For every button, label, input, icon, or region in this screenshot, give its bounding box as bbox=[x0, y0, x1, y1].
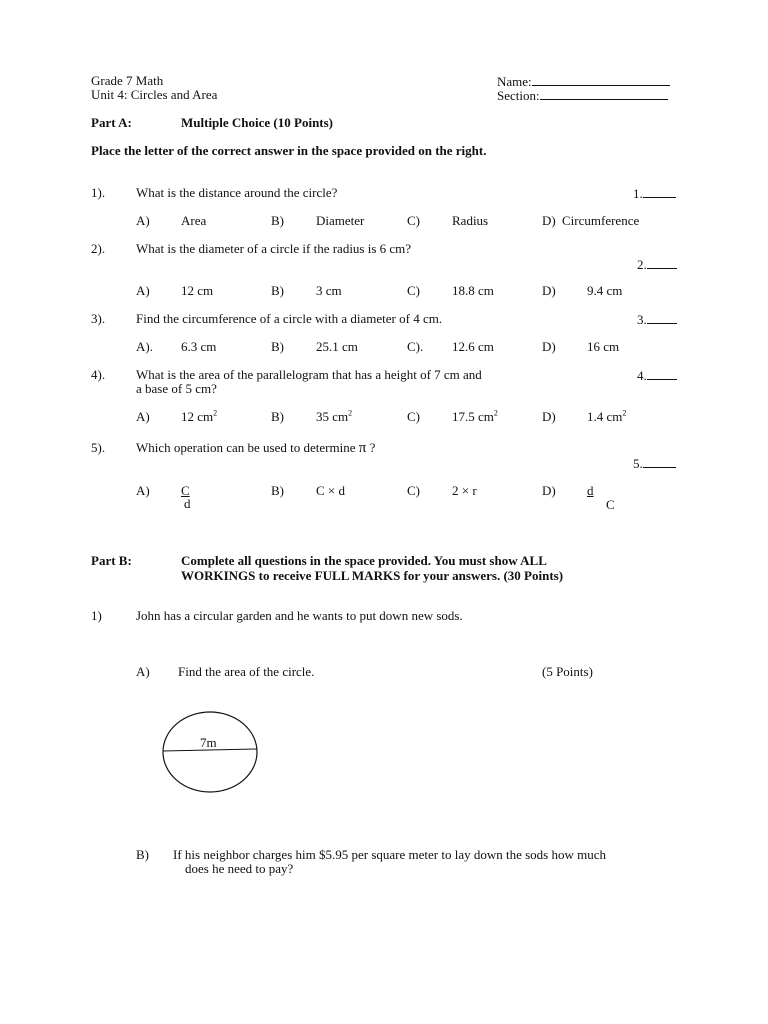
option-letter: D) bbox=[542, 339, 556, 354]
question-text: Which operation can be used to determine π ? bbox=[136, 440, 376, 456]
answer-line[interactable] bbox=[647, 368, 677, 380]
circle-outline bbox=[163, 712, 257, 792]
option-letter: D) bbox=[542, 483, 556, 498]
superscript: 2 bbox=[348, 408, 353, 418]
option-letter: C) bbox=[407, 283, 420, 298]
option-letter: B) bbox=[271, 283, 284, 298]
pi-symbol: π bbox=[358, 440, 367, 456]
option-text: 3 cm bbox=[316, 283, 342, 298]
part-b-label: Part B: bbox=[91, 553, 132, 568]
fraction-numerator: d bbox=[587, 483, 594, 498]
question-text-line1: What is the area of the parallelogram that has a height of 7 cm and bbox=[136, 367, 482, 382]
fraction-denominator: C bbox=[606, 497, 615, 512]
answer-blank-5[interactable] bbox=[633, 456, 676, 471]
name-label: Name: bbox=[497, 74, 532, 89]
answer-label: 5. bbox=[633, 456, 643, 471]
answer-line[interactable] bbox=[643, 186, 676, 198]
part-a-instructions: Place the letter of the correct answer in the space provided on the right. bbox=[91, 143, 487, 158]
option-text: Radius bbox=[452, 213, 489, 228]
superscript: 2 bbox=[213, 408, 218, 418]
answer-label: 4. bbox=[637, 368, 647, 383]
option-letter: D) bbox=[542, 283, 556, 298]
option-text: 9.4 cm bbox=[587, 283, 623, 298]
option-letter: A) bbox=[136, 283, 150, 298]
option-letter: A). bbox=[136, 339, 153, 354]
answer-line[interactable] bbox=[647, 257, 677, 269]
unit-title: Unit 4: Circles and Area bbox=[91, 87, 218, 102]
option-text: 35 $cm^2$ bbox=[316, 408, 353, 424]
question-text: Find the circumference of a circle with a diameter of 4 cm. bbox=[136, 311, 443, 326]
section-field[interactable] bbox=[497, 88, 668, 103]
option-text: 12.6 cm bbox=[452, 339, 494, 354]
answer-blank-3[interactable] bbox=[637, 312, 677, 327]
option-text: 2 × r bbox=[452, 483, 477, 498]
option-text: Diameter bbox=[316, 213, 365, 228]
answer-label: 1. bbox=[633, 186, 643, 201]
option-text: 16 cm bbox=[587, 339, 620, 354]
option-letter: A) bbox=[136, 213, 150, 228]
diameter-label: 7m bbox=[200, 735, 217, 750]
option-letter: B) bbox=[271, 213, 284, 228]
option-text: Circumference bbox=[562, 213, 640, 228]
fraction-numerator: C bbox=[181, 483, 190, 498]
part-a-label: Part A: bbox=[91, 115, 132, 130]
answer-label: 3. bbox=[637, 312, 647, 327]
name-field[interactable] bbox=[497, 74, 670, 89]
subquestion-text-line2: does he need to pay? bbox=[185, 861, 294, 876]
answer-blank-2[interactable] bbox=[637, 257, 677, 272]
option-letter: A) bbox=[136, 409, 150, 424]
points-label: (5 Points) bbox=[542, 664, 593, 679]
circle-diagram bbox=[158, 707, 264, 797]
subquestion-letter: B) bbox=[136, 847, 149, 862]
question-number: 3). bbox=[91, 311, 106, 326]
option-letter: C) bbox=[407, 213, 420, 228]
name-blank[interactable] bbox=[532, 74, 670, 86]
part-b-instructions-line2: WORKINGS to receive FULL MARKS for your answers. (30 Points) bbox=[181, 568, 564, 583]
option-text: 12 $cm^2$ bbox=[181, 408, 218, 424]
option-letter: D) bbox=[542, 213, 556, 228]
part-b-instructions-line1: Complete all questions in the space provided. You must show ALL bbox=[181, 553, 547, 568]
question-number: 4). bbox=[91, 367, 106, 382]
question-text: John has a circular garden and he wants to put down new sods. bbox=[136, 608, 463, 623]
section-blank[interactable] bbox=[540, 88, 668, 100]
option-letter: C). bbox=[407, 339, 424, 354]
option-text: 17.5 $cm^2$ bbox=[452, 408, 498, 424]
option-letter: B) bbox=[271, 339, 284, 354]
subquestion-text: Find the area of the circle. bbox=[178, 664, 315, 679]
section-label: Section: bbox=[497, 88, 540, 103]
option-text: 1.4 $cm^2$ bbox=[587, 408, 627, 424]
subquestion-text-line1: If his neighbor charges him $5.95 per square meter to lay down the sods how much bbox=[173, 847, 606, 862]
answer-line[interactable] bbox=[647, 312, 677, 324]
course-title: Grade 7 Math bbox=[91, 73, 164, 88]
option-letter: C) bbox=[407, 409, 420, 424]
part-a-title: Multiple Choice (10 Points) bbox=[181, 115, 334, 130]
option-text: C × d bbox=[316, 483, 346, 498]
fraction-denominator: d bbox=[184, 496, 191, 511]
question-text-line2: a base of 5 cm? bbox=[136, 381, 217, 396]
option-text: Area bbox=[181, 213, 207, 228]
option-text: 25.1 cm bbox=[316, 339, 358, 354]
option-text: 12 cm bbox=[181, 283, 214, 298]
question-text: What is the distance around the circle? bbox=[136, 185, 338, 200]
answer-blank-1[interactable] bbox=[633, 186, 676, 201]
question-number: 1) bbox=[91, 608, 102, 623]
answer-line[interactable] bbox=[643, 456, 676, 468]
option-letter: B) bbox=[271, 409, 284, 424]
option-letter: D) bbox=[542, 409, 556, 424]
superscript: 2 bbox=[493, 408, 498, 418]
option-letter: C) bbox=[407, 483, 420, 498]
question-number: 2). bbox=[91, 241, 106, 256]
option-text: 18.8 cm bbox=[452, 283, 494, 298]
question-text: What is the diameter of a circle if the radius is 6 cm? bbox=[136, 241, 412, 256]
option-letter: B) bbox=[271, 483, 284, 498]
answer-label: 2. bbox=[637, 257, 647, 272]
superscript: 2 bbox=[622, 408, 627, 418]
question-number: 5). bbox=[91, 440, 106, 455]
question-number: 1). bbox=[91, 185, 106, 200]
option-letter: A) bbox=[136, 483, 150, 498]
option-text: 6.3 cm bbox=[181, 339, 217, 354]
subquestion-letter: A) bbox=[136, 664, 150, 679]
answer-blank-4[interactable] bbox=[637, 368, 677, 383]
